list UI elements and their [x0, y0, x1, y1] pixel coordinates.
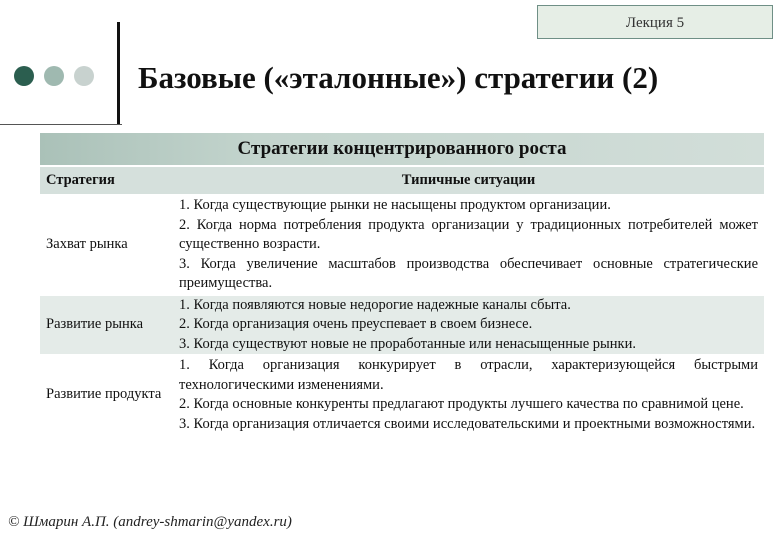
table-row	[40, 355, 764, 435]
column-header-situations: Типичные ситуации	[173, 167, 764, 195]
situations-cell	[173, 295, 764, 356]
dot-dark-icon	[14, 66, 34, 86]
situation-item: 3. Когда существуют новые не проработанные или ненасыщенные рынки.	[179, 335, 636, 352]
table-header-row	[40, 167, 764, 195]
dot-medium-icon	[44, 66, 64, 86]
strategy-cell: Развитие рынка	[40, 295, 173, 356]
situation-item: 2. Когда основные конкуренты предлагают продукты лучшего качества по сравнимой цене.	[179, 396, 744, 412]
situations-cell	[173, 195, 764, 295]
strategy-table	[40, 167, 764, 436]
strategy-cell: Захват рынка	[40, 195, 173, 295]
strategy-cell: Развитие продукта	[40, 355, 173, 435]
footer-copyright: © Шмарин А.П. (andrey-shmarin@yandex.ru)	[8, 514, 292, 530]
vertical-divider	[117, 22, 120, 125]
decorative-dots	[14, 66, 94, 86]
situation-item: 1. Когда организация конкурирует в отрасли, характеризующейся быстрыми технологическими изменениями.	[179, 357, 758, 393]
table-row	[40, 295, 764, 356]
dot-light-icon	[74, 66, 94, 86]
column-header-strategy: Стратегия	[40, 167, 173, 195]
situation-item: 1. Когда появляются новые недорогие надежные каналы сбыта.	[179, 296, 571, 313]
horizontal-divider	[0, 124, 122, 125]
situation-item: 3. Когда увеличение масштабов производства обеспечивает основные стратегические преимущества.	[179, 255, 758, 291]
situation-item: 2. Когда организация очень преуспевает в своем бизнесе.	[179, 316, 533, 332]
situation-item: 1. Когда существующие рынки не насыщены продуктом организации.	[179, 197, 611, 213]
situations-cell	[173, 355, 764, 435]
situation-item: 3. Когда организация отличается своими исследовательскими и проектными возможностями.	[179, 415, 756, 432]
lecture-label: Лекция 5	[537, 5, 773, 39]
table-caption: Стратегии концентрированного роста	[40, 133, 764, 167]
table-row	[40, 195, 764, 295]
slide-title: Базовые («эталонные») стратегии (2)	[138, 60, 659, 95]
situation-item: 2. Когда норма потребления продукта организации у традиционных потребителей может существенно возрасти.	[179, 216, 758, 252]
